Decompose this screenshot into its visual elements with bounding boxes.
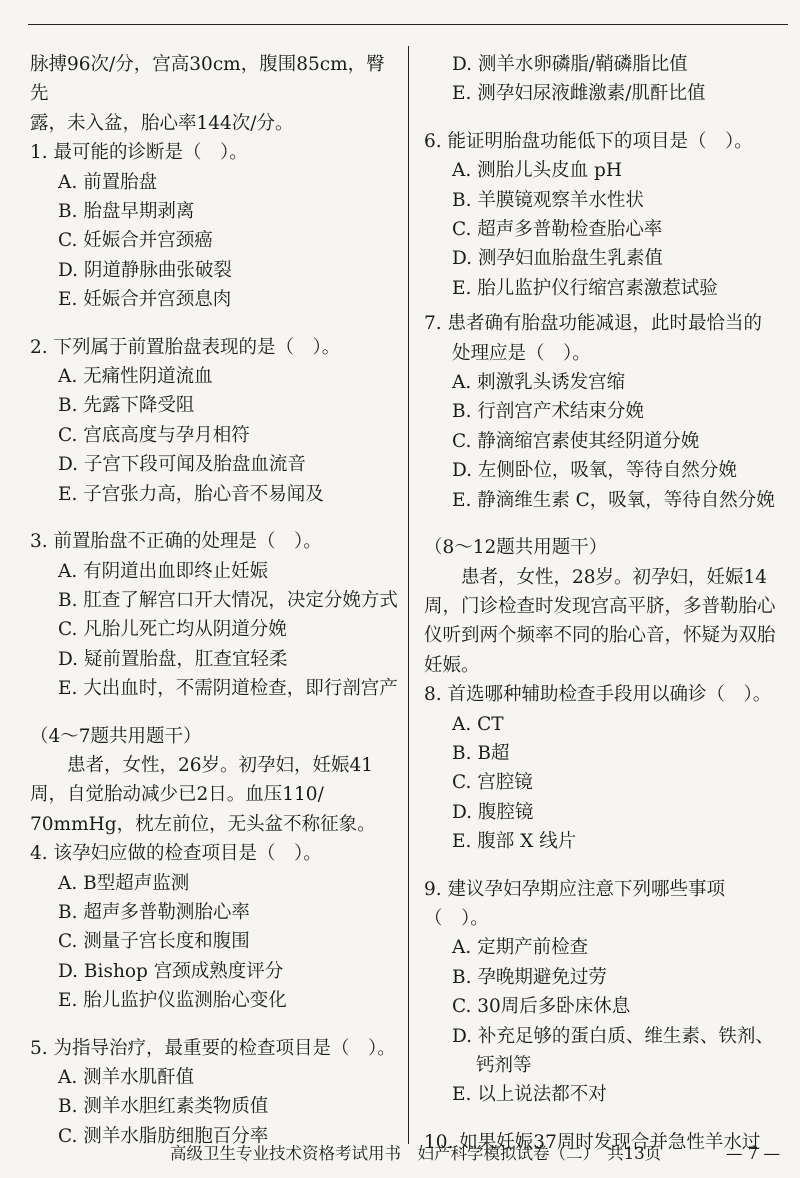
text-line: 露，未入盆，胎心率144次/分。 [30,112,294,134]
text-line: A. 前置胎盘 [58,171,158,193]
text-line: C. 凡胎儿死亡均从阴道分娩 [58,619,287,641]
text-line: （4～7题共用题干） [30,725,202,747]
text-line: D. 腹腔镜 [452,801,534,823]
text-line: D. 疑前置胎盘，肛查宜轻柔 [58,648,288,670]
spacer [424,515,788,533]
text-line: 患者，女性，26岁。初孕妇，妊娠41 [67,754,374,776]
text-line: B. 行剖宫产术结束分娩 [452,401,644,423]
text-line: C. 30周后多卧床休息 [452,996,631,1018]
header-rule [28,24,788,25]
text-line: 2. 下列属于前置胎盘表现的是（ ）。 [30,336,341,358]
text-line: A. 刺激乳头诱发宫缩 [452,372,626,394]
footer-title: 高级卫生专业技术资格考试用书 妇产科学模拟试卷（二） 共13页 [170,1144,662,1163]
text-line: B. 先露下降受阻 [58,395,195,417]
text-line: D. 阴道静脉曲张破裂 [58,259,232,281]
column-divider [408,46,409,1144]
text-line: 钙剂等 [476,1055,532,1076]
text-line: D. 左侧卧位，吸氧，等待自然分娩 [452,460,737,482]
left-column [30,50,400,1151]
text-line: A. B型超声监测 [58,872,190,894]
text-line: B. 胎盘早期剥离 [58,201,195,223]
text-line: C. 宫底高度与孕月相符 [58,424,250,446]
text-line: A. 定期产前检查 [452,937,589,959]
text-line: E. 测孕妇尿液雌激素/肌酐比值 [452,83,706,105]
text-line: 70mmHg，枕左前位，无头盆不称征象。 [30,813,376,835]
text-line: B. 羊膜镜观察羊水性状 [452,189,644,211]
text-line: 周，自觉胎动减少已2日。血压110/ [30,784,324,806]
text-line: E. 子宫张力高，胎心音不易闻及 [58,483,324,505]
text-line: 仪听到两个频率不同的胎心音，怀疑为双胎 [424,625,776,647]
spacer [30,509,400,527]
spacer [424,1110,788,1128]
text-line: B. B超 [452,742,510,764]
text-line: E. 胎儿监护仪监测胎心变化 [58,990,287,1012]
text-line: 6. 能证明胎盘功能低下的项目是（ ）。 [424,130,753,152]
text-line: C. 宫腔镜 [452,772,533,794]
text-line: A. CT [452,713,504,735]
spacer [424,857,788,875]
text-line: B. 孕晚期避免过劳 [452,966,607,988]
spacer [30,1016,400,1034]
text-line: E. 妊娠合并宫颈息肉 [58,289,232,311]
text-line: 5. 为指导治疗，最重要的检查项目是（ ）。 [30,1037,396,1059]
text-line: C. 测量子宫长度和腹围 [58,931,250,953]
text-line: 3. 前置胎盘不正确的处理是（ ）。 [30,531,322,553]
text-line: 4. 该孕妇应做的检查项目是（ ）。 [30,843,322,865]
text-line: A. 测羊水肌酐值 [58,1067,195,1088]
text-line: C. 测羊水脂肪细胞百分率 [58,1125,269,1147]
text-line: D. Bishop 宫颈成熟度评分 [58,960,284,982]
text-line: E. 大出血时，不需阴道检查，即行剖宫产 [58,678,398,700]
text-line: B. 超声多普勒测胎心率 [58,901,250,923]
text-line: 8. 首选哪种辅助检查手段用以确诊（ ）。 [424,684,772,706]
page-number: — 7 — [726,1144,780,1163]
text-line: C. 妊娠合并宫颈癌 [58,230,213,252]
text-line: 妊娠。 [424,654,480,676]
spacer [30,704,400,722]
text-line: 患者，女性，28岁。初孕妇，妊娠14 [461,566,768,588]
text-line: C. 超声多普勒检查胎心率 [452,219,663,241]
text-line: 周，门诊检查时发现宫高平脐，多普勒胎心 [424,595,776,617]
text-line: D. 子宫下段可闻及胎盘血流音 [58,454,306,476]
text-line: D. 测羊水卵磷脂/鞘磷脂比值 [452,54,688,75]
spacer [30,315,400,333]
text-line: D. 补充足够的蛋白质、维生素、铁剂、 [452,1025,774,1047]
text-line: B. 测羊水胆红素类物质值 [58,1096,269,1118]
text-line: D. 测孕妇血胎盘生乳素值 [452,248,663,270]
text-line: 脉搏96次/分，宫高30cm，腹围85cm，臀先 [30,54,385,105]
right-column [424,50,788,1157]
text-line: 处理应是（ ）。 [452,342,591,364]
text-line: C. 静滴缩宫素使其经阴道分娩 [452,430,700,452]
text-line: （8～12题共用题干） [424,537,608,559]
text-line: E. 静滴维生素 C，吸氧，等待自然分娩 [452,489,775,511]
text-line: 10. 如果妊娠37周时发现合并急性羊水过 [424,1131,761,1153]
text-line: 1. 最可能的诊断是（ ）。 [30,142,248,164]
text-line: B. 肛查了解宫口开大情况，决定分娩方式 [58,589,398,611]
text-line: E. 胎儿监护仪行缩宫素激惹试验 [452,277,718,299]
text-line: A. 无痛性阴道流血 [58,366,213,388]
text-line: E. 以上说法都不对 [452,1084,607,1106]
text-line: E. 腹部 X 线片 [452,831,577,853]
text-line: 9. 建议孕妇孕期应注意下列哪些事项（ ）。 [424,878,726,929]
text-line: A. 有阴道出血即终止妊娠 [58,560,269,582]
spacer [424,109,788,127]
text-line: 7. 患者确有胎盘功能减退，此时最恰当的 [424,313,763,335]
text-line: A. 测胎儿头皮血 pH [452,160,622,182]
